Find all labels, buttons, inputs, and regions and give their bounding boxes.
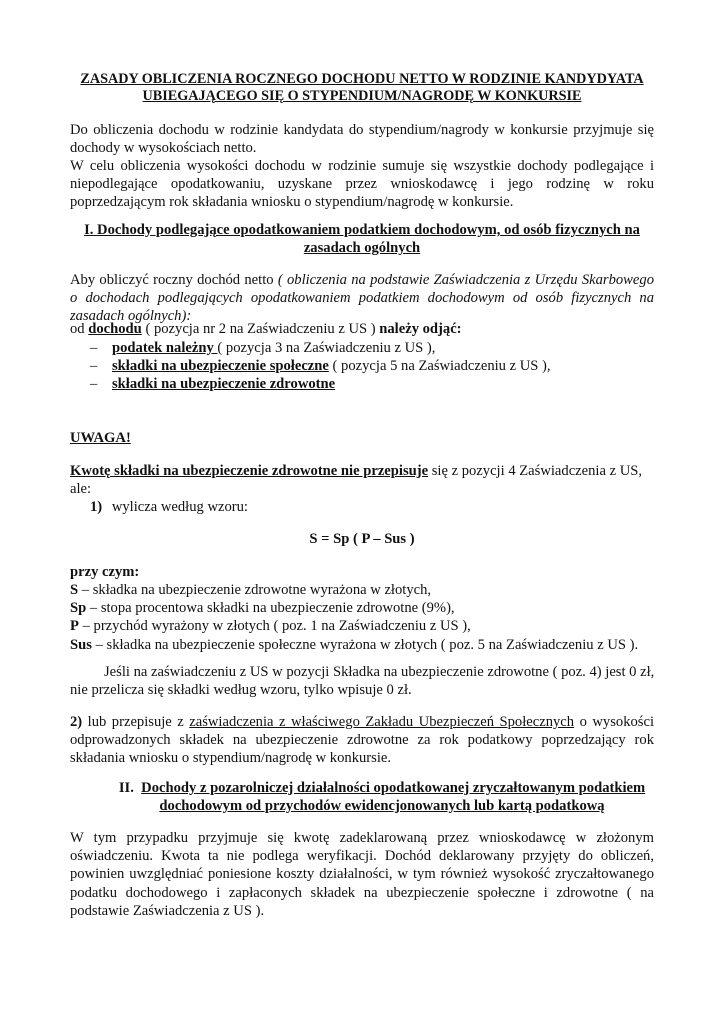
dash-bullet: –: [90, 358, 98, 375]
section-1-lead-italic: ( obliczenia na podstawie Zaświadczenia z Urzędu Skarbowego o dochodach podlegających opodatkowaniem podatkiem dochodowym od osób fizycznych na zasadach ogólnych):: [70, 272, 654, 325]
warning-line-rest: się z pozycji 4 Zaświadczenia z US,: [428, 463, 643, 479]
section-2-number: II.: [118, 780, 134, 796]
zus-certificate-reference: zaświadczenia z właściwego Zakładu Ubezpieczeń Społecznych: [189, 714, 575, 730]
list-item-bold: składki na ubezpieczenie społeczne: [112, 358, 329, 375]
subtract-income-ref: ( pozycja nr 2 na Zaświadczeniu z US ): [141, 321, 380, 337]
list-item-bold: składki na ubezpieczenie zdrowotne: [112, 376, 336, 393]
zero-note-line-2: nie przelicza się składki według wzoru, tylko wpisuje 0 zł.: [70, 682, 412, 699]
definition-item: [70, 581, 654, 599]
definition-text: – przychód wyrażony w złotych ( poz. 1 na Zaświadczeniu z US ),: [78, 618, 471, 635]
point-1-number: 1): [90, 499, 103, 515]
title-line-1: ZASADY OBLICZENIA ROCZNEGO DOCHODU NETTO W RODZINIE KANDYDYATA: [80, 71, 644, 87]
warning-line-bold: Kwotę składki na ubezpieczenie zdrowotne nie przepisuje: [70, 463, 429, 479]
zero-note: [70, 663, 654, 699]
definition-symbol: Sp: [70, 600, 87, 617]
intro-paragraph-1: Do obliczenia dochodu w rodzinie kandydata do stypendium/nagrody w konkursie przyjmuje się dochody w wysokościach netto.: [70, 122, 654, 157]
definition-text: – składka na ubezpieczenie społeczne wyrażona w złotych ( poz. 5 na Zaświadczeniu z US ).: [91, 636, 639, 653]
where-label: przy czym:: [70, 564, 140, 580]
section-1-heading: [70, 221, 654, 257]
point-2-text-a: lub przepisuje z: [82, 714, 190, 730]
zero-note-line-1: Jeśli na zaświadczeniu z US w pozycji Składka na ubezpieczenie zdrowotne ( poz. 4) jest 0 zł,: [104, 664, 655, 680]
warning-ale: ale:: [70, 481, 92, 497]
section-1-lead-text: Aby obliczyć roczny dochód netto: [70, 272, 278, 288]
dash-bullet: –: [90, 340, 98, 356]
deductions-list: [70, 339, 654, 394]
subtract-prefix: od: [70, 321, 89, 337]
section-1-subtract-line: [70, 320, 654, 338]
list-item-bold: podatek należny: [112, 340, 218, 356]
point-2-text-b: o wysokości odprowadzonych składek na ubezpieczenie zdrowotne za rok podatkowy poprzedzający rok składania wniosku o stypendium/nagrodę w konkursie.: [70, 714, 654, 767]
definition-symbol: P: [70, 618, 79, 635]
subtract-instruction: należy odjąć:: [379, 321, 462, 337]
section-1-lead: [70, 271, 654, 326]
definition-text: – stopa procentowa składki na ubezpieczenie zdrowotne (9%),: [86, 600, 455, 617]
list-item: [70, 357, 654, 375]
list-item-rest: ( pozycja 5 na Zaświadczeniu z US ),: [328, 358, 551, 375]
warning-line: [70, 462, 654, 480]
section-1-heading-line-1: I. Dochody podlegające opodatkowaniem podatkiem dochodowym, od osób fizycznych na: [84, 222, 640, 238]
definition-item: [70, 617, 654, 635]
subtract-income-label: dochodu: [88, 321, 142, 337]
title-line-2: UBIEGAJĄCEGO SIĘ O STYPENDIUM/NAGRODĘ W KONKURSIE: [142, 88, 582, 104]
definition-symbol: Sus: [70, 636, 92, 653]
definition-item: [70, 636, 654, 654]
section-2-paragraph: W tym przypadku przyjmuje się kwotę zadeklarowaną przez wnioskodawcę w złożonym oświadczeniu. Kwota ta nie podlega weryfikacji. Dochód deklarowany przyjęty do obliczeń, powinien uwzględniać poniesione koszty działalności, w tym również wysokość zryczałtowanego podatku dochodowego i zapłaconych składek na ubezpieczenie społeczne i zdrowotne ( na podstawie Zaświadczenia z US ).: [70, 830, 654, 919]
point-1-text: wylicza według wzoru:: [111, 499, 248, 515]
list-item: [70, 375, 654, 393]
section-2-heading: [90, 779, 674, 815]
intro-paragraph-2: W celu obliczenia wysokości dochodu w rodzinie sumuje się wszystkie dochody podlegające i niepodlegające opodatkowaniu, uzyskane przez wnioskodawcę i jego rodzinę w roku poprzedzającym rok składania wniosku o stypendium/nagrodę w konkursie.: [70, 158, 654, 211]
definition-item: [70, 599, 654, 617]
point-2-number: 2): [70, 714, 83, 730]
point-1: [70, 498, 654, 516]
section-2-heading-line-2: dochodowym od przychodów ewidencjonowanych lub kartą podatkową: [159, 798, 605, 815]
definition-symbol: S: [70, 582, 79, 598]
dash-bullet: –: [90, 376, 98, 393]
point-2: [70, 713, 654, 768]
warning-label: UWAGA!: [70, 430, 131, 446]
formula: S = Sp ( P – Sus ): [309, 531, 415, 547]
section-1-heading-line-2: zasadach ogólnych: [303, 240, 421, 257]
definitions-list: [70, 581, 654, 654]
section-2-heading-line-1: Dochody z pozarolniczej działalności opodatkowanej zryczałtowanym podatkiem: [141, 780, 646, 796]
list-item-rest: ( pozycja 3 na Zaświadczeniu z US ),: [217, 340, 436, 356]
definition-text: – składka na ubezpieczenie zdrowotne wyrażona w złotych,: [78, 582, 432, 598]
list-item: [70, 339, 654, 357]
document-title: [70, 71, 654, 105]
